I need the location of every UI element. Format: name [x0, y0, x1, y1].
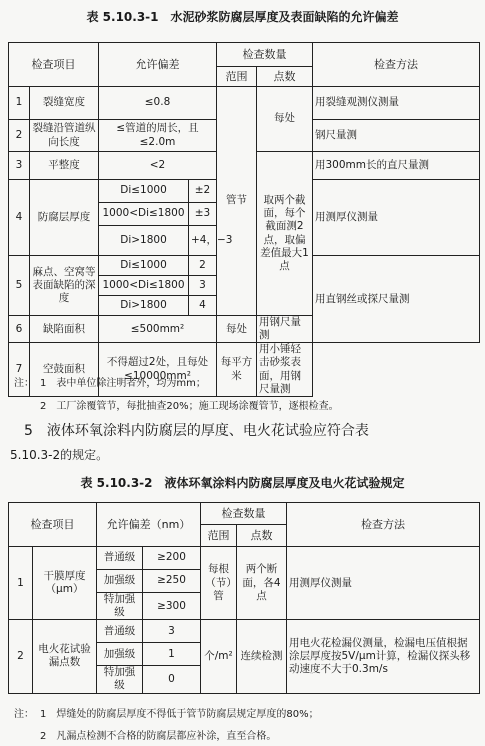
- t1-row-item: 麻点、空窝等表面缺陷的深度: [30, 256, 99, 316]
- t1-sub-cond: 1000<Di≤1800: [99, 203, 189, 226]
- t2-header-tolerance: 允许偏差（nm）: [97, 503, 201, 547]
- t1-sub-cond: Di>1800: [99, 226, 189, 256]
- t2-row-item: 电火花试验漏点数: [33, 620, 97, 693]
- t1-method: 用300mm长的直尺量测: [313, 152, 480, 180]
- table2: [8, 502, 480, 694]
- notes2-label: 注：: [14, 709, 34, 720]
- t1-sub-val: 3: [189, 276, 217, 296]
- t1-row-tol: ≤0.8: [99, 87, 217, 120]
- t2-points: 两个断面，各4点: [237, 547, 287, 620]
- t1-method: 用直钢丝或探尺量测: [313, 256, 480, 343]
- t1-row-tol: ≤管道的周长，且≤2.0m: [99, 120, 217, 152]
- notes1-item: 1 表中单位除注明者外，均为mm；: [40, 378, 206, 389]
- t1-row-no: 2: [9, 120, 30, 152]
- notes2-item: 2 凡漏点检测不合格的防腐层都应补涂，直至合格。: [40, 731, 277, 742]
- t1-row-no: 7: [9, 343, 30, 397]
- t2-sub-grade: 加强级: [97, 570, 143, 593]
- paragraph-line: 5.10.3-2的规定。: [10, 448, 109, 462]
- t1-points-sections: 取两个截面，每个截面测2点，取偏差值最大1点: [257, 152, 313, 316]
- t2-method: 用测厚仪测量: [287, 547, 480, 620]
- t2-sub-val: 3: [143, 620, 201, 643]
- t1-row-no: 6: [9, 316, 30, 343]
- table1-caption: 表 5.10.3-1 水泥砂浆防腐层厚度及表面缺陷的允许偏差: [86, 10, 399, 24]
- t1-scope: 管节: [217, 87, 257, 316]
- t2-row-item: 干膜厚度（μm）: [33, 547, 97, 620]
- t1-sub-val: 4: [189, 296, 217, 316]
- t1-sub-cond: Di>1800: [99, 296, 189, 316]
- table2-caption: 表 5.10.3-2 液体环氧涂料内防腐层厚度及电火花试验规定: [80, 476, 405, 490]
- t1-header-item: 检查项目: [9, 43, 99, 87]
- t2-method: 用电火花检漏仪测量，检漏电压值根据涂层厚度按5V/μm计算，检漏仪探头移动速度不大于0.3m/s: [287, 620, 480, 693]
- t1-row-no: 3: [9, 152, 30, 180]
- t1-row-no: 1: [9, 87, 30, 120]
- t1-header-tolerance: 允许偏差: [99, 43, 217, 87]
- t1-row-no: 5: [9, 256, 30, 316]
- t1-points-each2: 每处: [217, 316, 257, 343]
- t2-row-no: 2: [9, 620, 33, 693]
- t2-header-method: 检查方法: [287, 503, 480, 547]
- t1-method: 钢尺量测: [313, 120, 480, 152]
- t1-points-each: 每处: [257, 87, 313, 152]
- t2-sub-grade: 普通级: [97, 620, 143, 643]
- t1-header-points: 点数: [257, 67, 313, 87]
- t1-method: 用小锤轻击砂浆表面，用钢尺量测: [257, 343, 313, 397]
- t2-row-no: 1: [9, 547, 33, 620]
- t1-row-no: 4: [9, 180, 30, 256]
- t1-method: 用裂缝观测仪测量: [313, 87, 480, 120]
- t1-row-tol: ≤500mm²: [99, 316, 217, 343]
- t1-header-scope: 范围: [217, 67, 257, 87]
- t2-header-scope: 范围: [201, 525, 237, 547]
- t1-sub-val: ±3: [189, 203, 217, 226]
- notes2-item: 1 焊缝处的防腐层厚度不得低于管节防腐层规定厚度的80%；: [40, 709, 319, 720]
- t1-sub-cond: 1000<Di≤1800: [99, 276, 189, 296]
- t1-row-item: 空鼓面积: [30, 343, 99, 397]
- t2-sub-val: ≥250: [143, 570, 201, 593]
- t2-sub-val: 0: [143, 666, 201, 693]
- paragraph-line: 5 液体环氧涂料内防腐层的厚度、电火花试验应符合表: [24, 423, 369, 439]
- t1-header-quantity: 检查数量: [217, 43, 313, 67]
- t1-row-item: 裂缝沿管道纵向长度: [30, 120, 99, 152]
- t1-method: 用测厚仪测量: [313, 180, 480, 256]
- t2-header-quantity: 检查数量: [201, 503, 287, 525]
- t2-header-points: 点数: [237, 525, 287, 547]
- t2-header-item: 检查项目: [9, 503, 97, 547]
- t1-header-method: 检查方法: [313, 43, 480, 87]
- t1-row-tol: <2: [99, 152, 217, 180]
- t2-sub-grade: 特加强级: [97, 666, 143, 693]
- t2-sub-val: ≥200: [143, 547, 201, 570]
- notes1-label: 注：: [14, 378, 34, 389]
- notes1-item: 2 工厂涂覆管节，每批抽查20%；施工现场涂覆管节，逐根检查。: [40, 401, 339, 412]
- t2-sub-grade: 加强级: [97, 643, 143, 666]
- t1-row-tol: 不得超过2处，且每处≤10000mm²: [99, 343, 217, 397]
- t2-points: 连续检测: [237, 620, 287, 693]
- t2-scope: 个/m²: [201, 620, 237, 693]
- t2-sub-val: 1: [143, 643, 201, 666]
- t1-sub-val: ±2: [189, 180, 217, 203]
- t1-row-item: 缺陷面积: [30, 316, 99, 343]
- t2-sub-val: ≥300: [143, 593, 201, 620]
- t1-sub-cond: Di≤1000: [99, 256, 189, 276]
- t1-row-item: 裂缝宽度: [30, 87, 99, 120]
- table1: [8, 42, 480, 397]
- t1-points-per-sqm: 每平方米: [217, 343, 257, 397]
- t2-sub-grade: 普通级: [97, 547, 143, 570]
- t1-sub-cond: Di≤1000: [99, 180, 189, 203]
- t2-scope: 每根（节）管: [201, 547, 237, 620]
- t2-sub-grade: 特加强级: [97, 593, 143, 620]
- t1-row-item: 平整度: [30, 152, 99, 180]
- t1-sub-val: 2: [189, 256, 217, 276]
- t1-sub-val: +4，−3: [189, 226, 217, 256]
- t1-method: 用钢尺量测: [257, 316, 313, 343]
- t1-row-item: 防腐层厚度: [30, 180, 99, 256]
